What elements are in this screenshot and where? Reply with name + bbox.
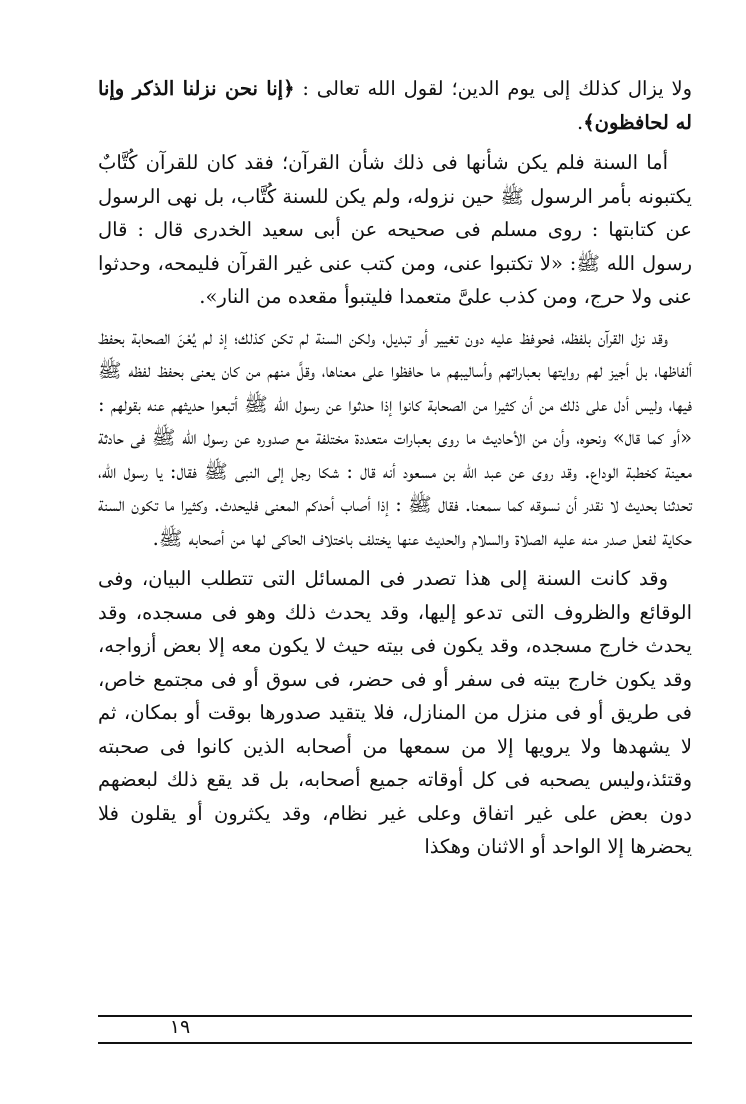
page-body [98,72,692,871]
opening-text: ولا يزال كذلك إلى يوم الدين؛ لقول الله تعالى : [294,77,692,100]
paragraph-sunnah-writing: أما السنة فلم يكن شأنها فى ذلك شأن القرآن؛ فقد كان للقرآن كُتَّابٌ يكتبونه بأمر الرسول ﷺ حين نزوله، ولم يكن للسنة كُتَّاب، بل نهى الرسول عن كتابتها : روى مسلم فى صحيحه عن أبى سعيد الخدرى قال : قال رسول الله ﷺ: «لا تكتبوا عنى، ومن كتب عنى غير القرآن فليمحه، وحدثوا عنى ولا حرج، ومن كذب علىَّ متعمدا فليتبوأ مقعده من النار». [98,151,692,308]
paragraph-narration-by-meaning: وقد نزل القرآن بلفظه، فحوفظ عليه دون تغيير أو تبديل، ولكن السنة لم تكن كذلك؛ إذ لم يُعْنَ الصحابة بحفظ ألفاظها، بل أجيز لهم روايتها بعباراتهم وأساليبهم ما حافظوا على معناها، وقلَّ منهم من كان يعنى بحفظ لفظه ﷺ فيها، وليس أدل على ذلك من أن كثيرا من الصحابة كانوا إذا حدثوا عن رسول الله ﷺ أتبعوا حديثهم عنه بقولهم : «أو كما قال» ونحوه، وأن من الأحاديث ما روى بعبارات متعددة مختلفة مع صدوره عن رسول الله ﷺ فى حادثة معينة كخطبة الوداع. وقد روى عن عبد الله بن مسعود أنه قال : شكا رجل إلى النبى ﷺ فقال: يا رسول الله، تحدثنا بحديث لا نقدر أن نسوقه كما سمعنا. فقال ﷺ : إذا أصاب أحدكم المعنى فليحدث. وكثيرا ما تكون السنة حكاية لفعل صدر منه عليه الصلاة والسلام والحديث عنها يختلف باختلاف الحاكى لها من أصحابه ﷺ. [98,325,692,550]
paragraph-circumstances: وقد كانت السنة إلى هذا تصدر فى المسائل التى تتطلب البيان، وفى الوقائع والظروف التى تدعو إليها، وقد يحدث ذلك وهو فى مسجده، وقد يحدث خارج مسجده، وقد يكون فى بيته حيث لا يكون معه إلا بعض أزواجه، وقد يكون خارج بيته فى سفر أو فى حضر، فى سوق أو فى مجتمع خاص، فى طريق أو فى منزل من المنازل، فلا يتقيد صدورها بوقت أو بمكان، ثم لا يشهدها ولا يرويها إلا من سمعها من أصحابه الذين كانوا فى صحبته وقتئذ،وليس يصحبه فى كل أوقاته جميع أصحابه، بل قد يقع ذلك لبعضهم دون بعض على غير اتفاق وعلى غير نظام، وقد يكثرون أو يقلون فلا يحضرها إلا الواحد أو الاثنان وهكذا [98,567,692,858]
page-number: ١٩ [169,1016,191,1038]
quran-verse: ﴿إنا نحن نزلنا الذكر وإنا له لحافظون﴾ [98,77,692,134]
opening-end: . [577,110,584,134]
footer-rule-bottom [98,1042,692,1044]
paragraph-opening [98,72,692,139]
